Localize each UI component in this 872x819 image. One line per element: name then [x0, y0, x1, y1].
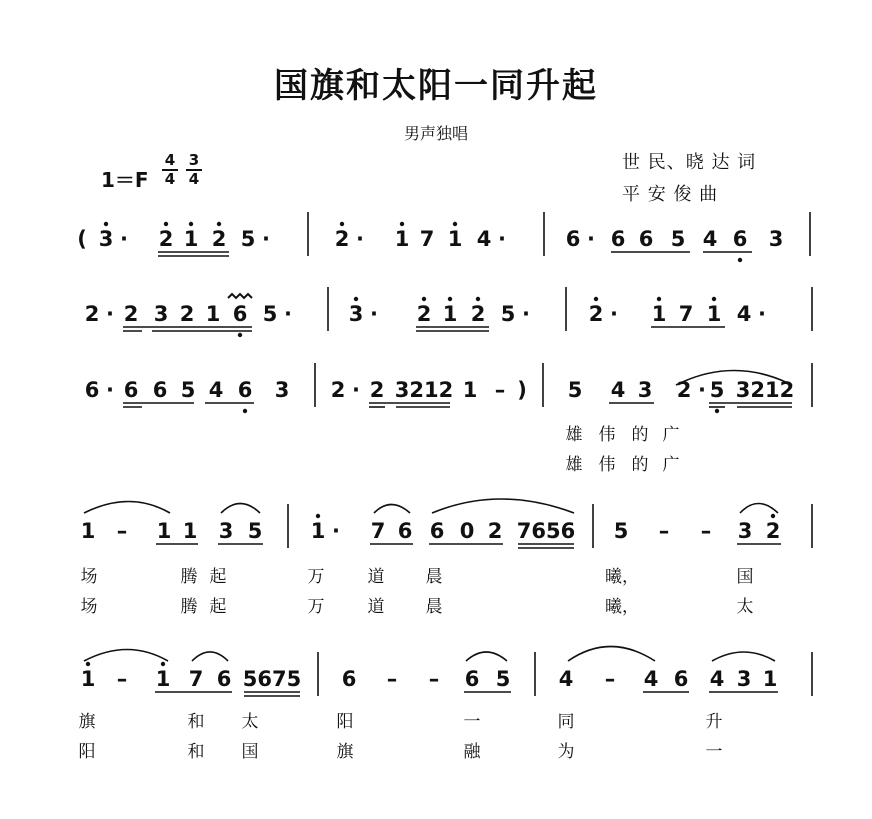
notation-symbol: ·: [262, 227, 270, 251]
note: 6: [565, 227, 581, 251]
note: 2: [416, 302, 432, 326]
note: 1: [762, 667, 778, 691]
notation-symbol: –: [116, 519, 128, 543]
lyric-syllable: 晨: [425, 597, 443, 617]
lyric-syllable: 旗: [78, 712, 96, 732]
low-octave-dot: [715, 409, 719, 413]
lyric-syllable: 伟: [598, 425, 616, 445]
lyric-syllable: 广: [662, 455, 680, 475]
note: 2: [676, 378, 692, 402]
lyric-syllable: 阳: [336, 712, 354, 732]
lyric-syllable: 一: [705, 742, 723, 762]
lyric-syllable: 场: [80, 597, 98, 617]
note: 5: [247, 519, 263, 543]
note: 2: [123, 302, 139, 326]
high-octave-dot: [448, 297, 452, 301]
time-sig-numerator: 4: [162, 152, 178, 171]
lyric-syllable: 腾: [180, 597, 198, 617]
lyric-syllable: 融: [463, 742, 481, 762]
lyric-syllable: 万: [307, 567, 325, 587]
notation-symbol: ·: [522, 302, 530, 326]
notation-symbol: ·: [284, 302, 292, 326]
note: 4: [208, 378, 224, 402]
note: 3212: [394, 378, 454, 402]
notation-symbol: ·: [698, 378, 706, 402]
notation-symbol: ·: [106, 302, 114, 326]
slur: [466, 652, 507, 661]
note: 2: [158, 227, 174, 251]
slur: [740, 504, 778, 514]
high-octave-dot: [771, 514, 775, 518]
note: 4: [643, 667, 659, 691]
note: 5: [670, 227, 686, 251]
note: 1: [183, 227, 199, 251]
notation-symbol: –: [494, 378, 506, 402]
lyric-syllable: 和: [187, 742, 205, 762]
notation-symbol: –: [116, 667, 128, 691]
high-octave-dot: [476, 297, 480, 301]
lyric-syllable: 太: [736, 597, 754, 617]
note: 6: [732, 227, 748, 251]
note: 2: [765, 519, 781, 543]
note: 5: [180, 378, 196, 402]
note: 1: [156, 519, 172, 543]
note: 3: [737, 519, 753, 543]
note: 4: [476, 227, 492, 251]
lyric-syllable: 道: [367, 567, 385, 587]
notation-symbol: ·: [120, 227, 128, 251]
lyric-syllable: 太: [241, 712, 259, 732]
lyric-syllable: 阳: [78, 742, 96, 762]
note: 6: [464, 667, 480, 691]
note: 7: [370, 519, 386, 543]
note: 2: [470, 302, 486, 326]
note: 6: [216, 667, 232, 691]
note: 1: [462, 378, 478, 402]
notation-symbol: ·: [758, 302, 766, 326]
lyric-syllable: 道: [367, 597, 385, 617]
note: 6: [123, 378, 139, 402]
note: 3: [348, 302, 364, 326]
high-octave-dot: [657, 297, 661, 301]
high-octave-dot: [400, 222, 404, 226]
note: 6: [232, 302, 248, 326]
note: 2: [330, 378, 346, 402]
slur: [221, 504, 260, 514]
time-sig-numerator: 3: [186, 152, 202, 171]
high-octave-dot: [217, 222, 221, 226]
note: 7: [419, 227, 435, 251]
slur: [712, 652, 775, 661]
note: 3: [768, 227, 784, 251]
note: 3212: [735, 378, 795, 402]
notation-symbol: –: [428, 667, 440, 691]
lyric-syllable: 国: [736, 567, 754, 587]
low-octave-dot: [238, 333, 242, 337]
note: 0: [459, 519, 475, 543]
lyric-syllable: 场: [80, 567, 98, 587]
note: 4: [709, 667, 725, 691]
lyric-syllable: 国: [241, 742, 259, 762]
lyric-syllable: 的: [631, 455, 649, 475]
note: 5: [500, 302, 516, 326]
note: 7656: [516, 519, 576, 543]
lyric-syllable: 的: [631, 425, 649, 445]
note: 6: [638, 227, 654, 251]
high-octave-dot: [354, 297, 358, 301]
slur: [84, 650, 168, 662]
high-octave-dot: [453, 222, 457, 226]
notation-symbol: –: [700, 519, 712, 543]
key-signature: 1＝F: [101, 168, 149, 192]
note: 2: [487, 519, 503, 543]
lyric-syllable: 为: [557, 742, 575, 762]
lyric-syllable: 和: [187, 712, 205, 732]
note: 6: [84, 378, 100, 402]
note: 1: [442, 302, 458, 326]
notation-symbol: ·: [498, 227, 506, 251]
notation-symbol: ·: [587, 227, 595, 251]
performance-type: 男声独唱: [403, 124, 468, 143]
lyric-syllable: 伟: [598, 455, 616, 475]
lyric-syllable: 升: [705, 712, 723, 732]
note: 6: [673, 667, 689, 691]
high-octave-dot: [594, 297, 598, 301]
notation-symbol: ·: [610, 302, 618, 326]
slur: [374, 505, 410, 514]
note: 3: [218, 519, 234, 543]
note: 4: [736, 302, 752, 326]
lyric-syllable: 一: [463, 712, 481, 732]
note: 2: [179, 302, 195, 326]
note: 2: [84, 302, 100, 326]
high-octave-dot: [86, 662, 90, 666]
notation-symbol: ·: [370, 302, 378, 326]
lyric-syllable: 雄: [565, 425, 583, 445]
lyric-syllable: 雄: [565, 455, 583, 475]
note: 1: [155, 667, 171, 691]
notation-symbol: –: [658, 519, 670, 543]
lyric-syllable: 旗: [336, 742, 354, 762]
note: 7: [188, 667, 204, 691]
note: 6: [610, 227, 626, 251]
note: 6: [397, 519, 413, 543]
lyricist-credit: 世 民、晓 达 词: [622, 152, 757, 173]
note: 3: [274, 378, 290, 402]
high-octave-dot: [104, 222, 108, 226]
note: 6: [152, 378, 168, 402]
lyric-syllable: 晨: [425, 567, 443, 587]
high-octave-dot: [712, 297, 716, 301]
notation-symbol: ·: [332, 519, 340, 543]
note: 3: [637, 378, 653, 402]
note: 6: [341, 667, 357, 691]
note: 6: [237, 378, 253, 402]
high-octave-dot: [189, 222, 193, 226]
mordent-ornament: [228, 294, 252, 298]
song-title: 国旗和太阳一同升起: [274, 66, 598, 106]
note: 1: [651, 302, 667, 326]
note: 1: [310, 519, 326, 543]
time-sig-denominator: 4: [188, 170, 200, 188]
notation-symbol: ·: [106, 378, 114, 402]
note: 6: [429, 519, 445, 543]
notation-symbol: –: [604, 667, 616, 691]
note: 3: [98, 227, 114, 251]
lyric-syllable: 腾: [180, 567, 198, 587]
lyric-syllable: 同: [557, 712, 575, 732]
lyric-syllable: 万: [307, 597, 325, 617]
note: 5: [262, 302, 278, 326]
lyric-syllable: 起: [209, 567, 227, 587]
note: 1: [80, 667, 96, 691]
note: 1: [80, 519, 96, 543]
high-octave-dot: [340, 222, 344, 226]
note: 2: [369, 378, 385, 402]
note: 1: [706, 302, 722, 326]
slur: [432, 499, 574, 513]
notation-symbol: (: [77, 227, 87, 251]
note: 5: [567, 378, 583, 402]
notation-symbol: ): [517, 378, 527, 402]
high-octave-dot: [164, 222, 168, 226]
note: 5675: [242, 667, 302, 691]
note: 5: [240, 227, 256, 251]
note: 1: [394, 227, 410, 251]
composer-credit: 平 安 俊 曲: [622, 184, 719, 205]
note: 4: [558, 667, 574, 691]
note: 5: [709, 378, 725, 402]
note: 5: [613, 519, 629, 543]
low-octave-dot: [243, 409, 247, 413]
note: 1: [182, 519, 198, 543]
slur: [568, 647, 655, 662]
slur: [192, 652, 228, 661]
notation-symbol: ·: [356, 227, 364, 251]
note: 1: [205, 302, 221, 326]
lyric-syllable: 广: [662, 425, 680, 445]
note: 2: [588, 302, 604, 326]
note: 1: [447, 227, 463, 251]
slur: [84, 502, 170, 514]
note: 2: [334, 227, 350, 251]
low-octave-dot: [738, 258, 742, 262]
lyric-syllable: 曦，: [605, 597, 639, 617]
lyric-syllable: 起: [209, 597, 227, 617]
high-octave-dot: [422, 297, 426, 301]
note: 2: [211, 227, 227, 251]
notation-symbol: –: [386, 667, 398, 691]
note: 3: [153, 302, 169, 326]
note: 5: [495, 667, 511, 691]
high-octave-dot: [316, 514, 320, 518]
high-octave-dot: [161, 662, 165, 666]
lyric-syllable: 曦，: [605, 567, 639, 587]
notation-symbol: ·: [352, 378, 360, 402]
time-sig-denominator: 4: [164, 170, 176, 188]
note: 4: [610, 378, 626, 402]
note: 7: [678, 302, 694, 326]
note: 4: [702, 227, 718, 251]
note: 3: [736, 667, 752, 691]
